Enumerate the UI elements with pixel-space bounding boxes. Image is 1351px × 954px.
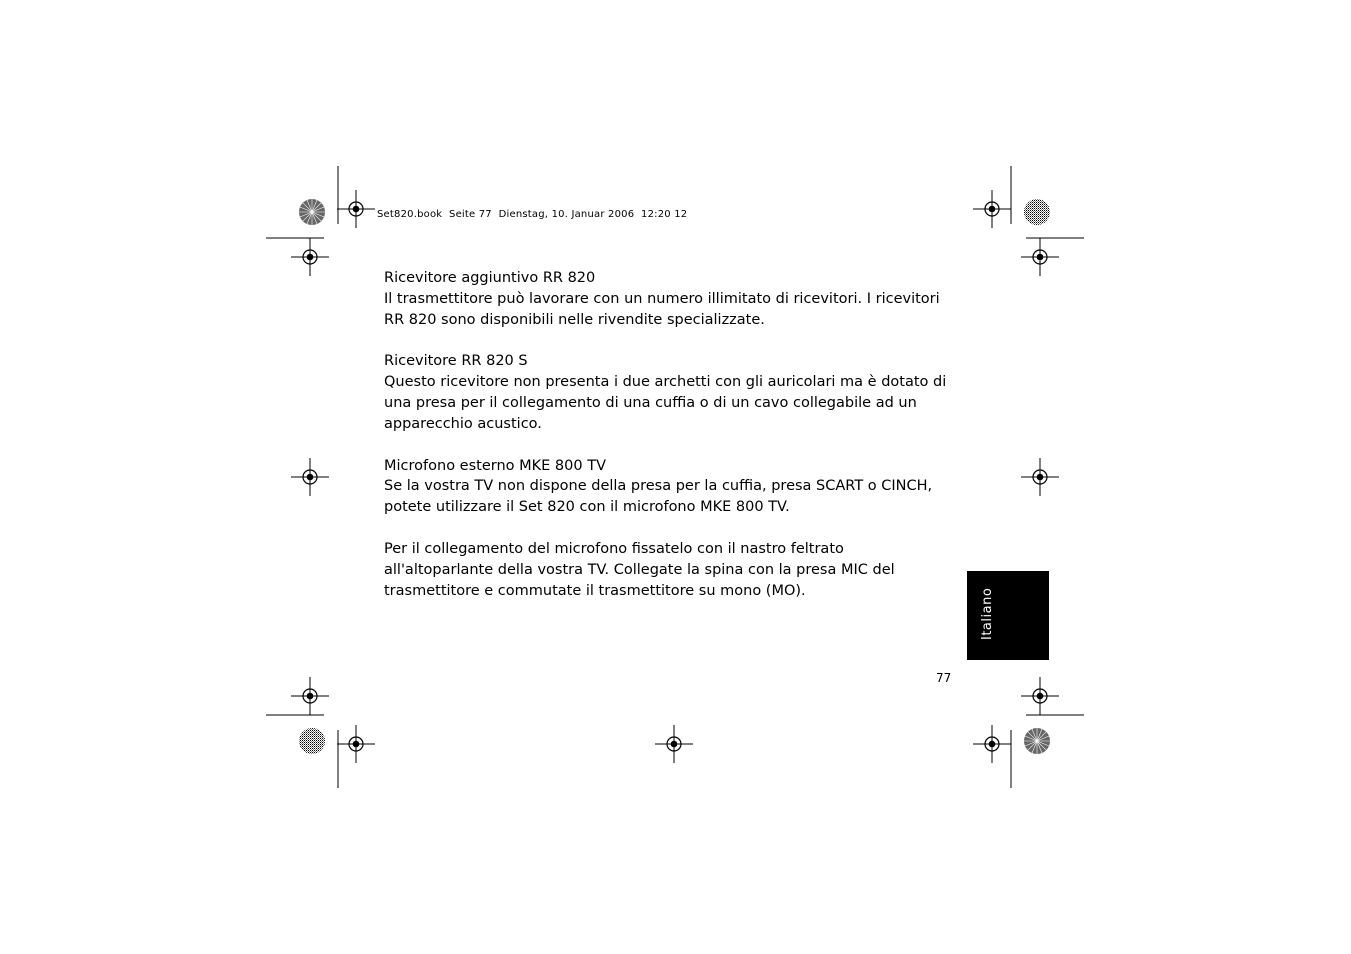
section-title: Microfono esterno MKE 800 TV <box>384 457 606 474</box>
page-number: 77 <box>936 671 952 685</box>
text-line: Il trasmettitore può lavorare con un numero illimitato di ricevitori. I ricevitori <box>384 290 940 307</box>
text-line: Questo ricevitore non presenta i due archetti con gli auricolari ma è dotato di <box>384 374 947 391</box>
text-line: apparecchio acustico. <box>384 415 542 432</box>
section-external-microphone <box>384 456 964 518</box>
text-line: Se la vostra TV non dispone della presa per la cuffia, presa SCART o CINCH, <box>384 478 933 495</box>
text-line: trasmettitore e commutate il trasmettitore su mono (MO). <box>384 582 806 599</box>
section-title: Ricevitore RR 820 S <box>384 353 528 370</box>
print-header-line: Set820.book Seite 77 Dienstag, 10. Januar 2006 12:20 12 <box>377 209 688 220</box>
language-tab-label: Italiano <box>980 587 995 640</box>
section-additional-receiver <box>384 268 964 330</box>
text-line: potete utilizzare il Set 820 con il microfono MKE 800 TV. <box>384 499 790 516</box>
text-line: RR 820 sono disponibili nelle rivendite specializzate. <box>384 311 765 328</box>
text-line: una presa per il collegamento di una cuffia o di un cavo collegabile ad un <box>384 394 917 411</box>
section-microphone-connection <box>384 539 964 601</box>
page-content <box>384 268 964 601</box>
section-title: Ricevitore aggiuntivo RR 820 <box>384 270 596 286</box>
section-receiver-s <box>384 351 964 434</box>
text-line: all'altoparlante della vostra TV. Collegate la spina con la presa MIC del <box>384 561 895 578</box>
text-line: Per il collegamento del microfono fissatelo con il nastro feltrato <box>384 540 844 557</box>
